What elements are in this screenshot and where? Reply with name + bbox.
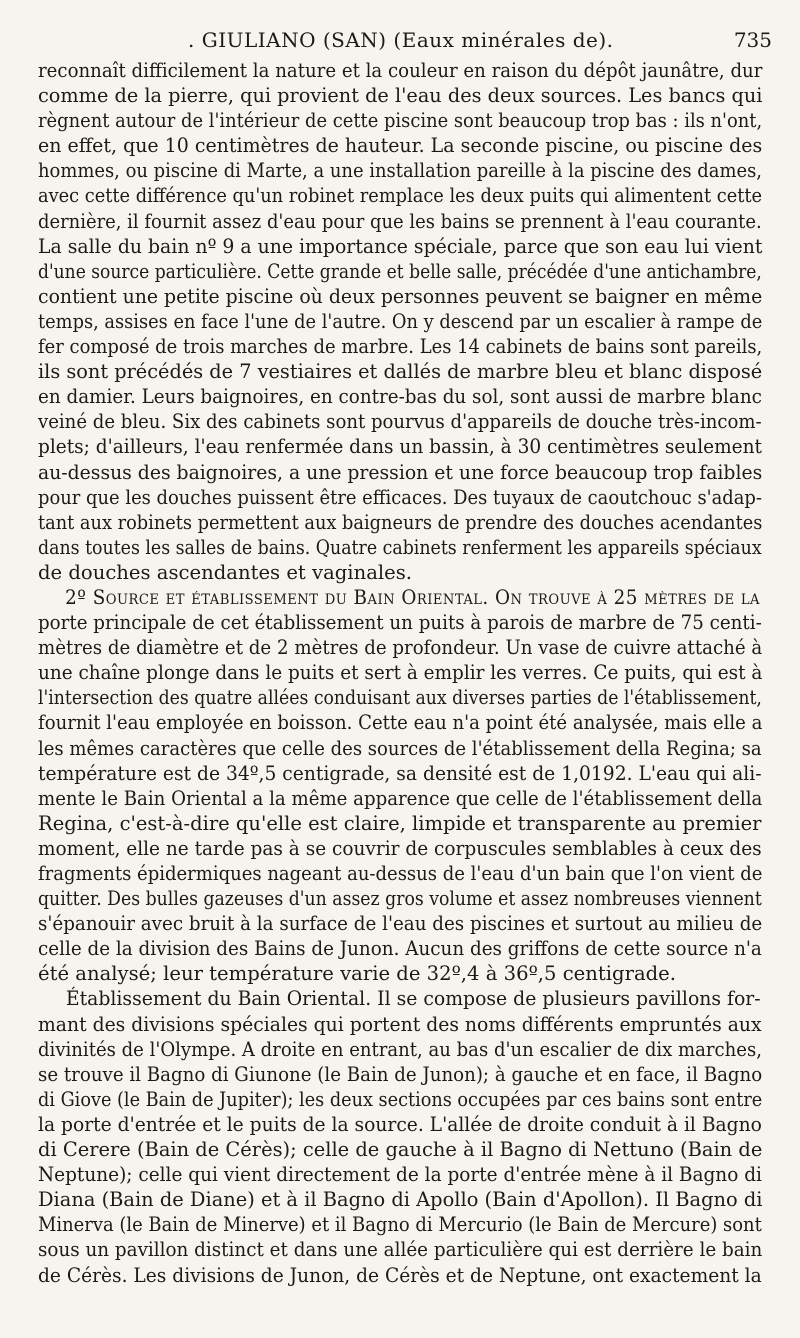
text-line: divinités de l'Olympe. A droite en entrant, au bas d'un escalier de dix marches,	[38, 1037, 762, 1061]
text-line: tant aux robinets permettent aux baigneurs de prendre des douches acendantes	[38, 510, 763, 534]
text-line: di Giove (le Bain de Jupiter); les deux sections occupées par ces bains sont entre	[38, 1087, 763, 1111]
subsection-heading-line: Établissement du Bain Oriental. Il se compose de plusieurs pavillons for-	[65, 987, 761, 1011]
text-line: contient une petite piscine où deux personnes peuvent se baigner en même	[38, 284, 763, 308]
text-line: fournit l'eau employée en boisson. Cette eau n'a point été analysée, mais elle a	[38, 711, 763, 735]
text-line: temps, assises en face l'une de l'autre. On y descend par un escalier à rampe de	[38, 309, 763, 333]
text-line: hommes, ou piscine di Marte, a une installation pareille à la piscine des dames,	[38, 159, 762, 183]
text-line: Regina, c'est-à-dire qu'elle est claire, limpide et transparente au premier	[38, 811, 762, 835]
text-line: moment, elle ne tarde pas à se couvrir de corpuscules semblables à ceux des	[38, 836, 762, 860]
text-line: règnent autour de l'intérieur de cette piscine sont beaucoup trop bas : ils n'ont,	[38, 109, 763, 133]
text-line: comme de la pierre, qui provient de l'eau des deux sources. Les bancs qui	[38, 84, 763, 108]
text-line: de douches ascendantes et vaginales.	[38, 560, 413, 584]
text-line: mente le Bain Oriental a la même apparence que celle de l'établissement della	[38, 786, 763, 810]
text-line: une chaîne plonge dans le puits et sert à emplir les verres. Ce puits, qui est à	[38, 661, 763, 685]
text-line: été analysé; leur température varie de 32º,4 à 36º,5 centigrade.	[38, 962, 676, 986]
text-line: les mêmes caractères que celle des sources de l'établissement della Regina; sa	[38, 736, 762, 760]
text-line: la porte d'entrée et le puits de la source. L'allée de droite conduit à il Bagno	[38, 1112, 762, 1136]
running-title: . GIULIANO (SAN) (Eaux minérales de).	[188, 28, 614, 52]
text-line: Neptune); celle qui vient directement de la porte d'entrée mène à il Bagno di	[38, 1163, 762, 1187]
text-line: pour que les douches puissent être efficaces. Des tuyaux de caoutchouc s'adap-	[38, 485, 762, 509]
text-line: dernière, il fournit assez d'eau pour que les bains se prennent à l'eau courante.	[38, 209, 762, 233]
text-line: l'intersection des quatre allées conduisant aux diverses parties de l'établissement,	[38, 686, 762, 710]
text-line: mant des divisions spéciales qui portent des noms différents empruntés aux	[38, 1012, 762, 1036]
text-line: en damier. Leurs baignoires, en contre-bas du sol, sont aussi de marbre blanc	[38, 385, 762, 409]
text-line: au-dessus des baignoires, a une pression et une force beaucoup trop faibles	[38, 460, 763, 484]
text-line: fragments épidermiques nageant au-dessus de l'eau d'un bain que l'on vient de	[38, 862, 763, 885]
text-line: d'une source particulière. Cette grande et belle salle, précédée d'une antichambre,	[38, 259, 762, 283]
body-text	[38, 58, 762, 1288]
page-number: 735	[733, 28, 772, 52]
text-line: ils sont précédés de 7 vestiaires et dallés de marbre bleu et blanc disposé	[38, 360, 763, 384]
text-line: Diana (Bain de Diane) et à il Bagno di Apollo (Bain d'Apollon). Il Bagno di	[38, 1188, 763, 1212]
text-line: en effet, que 10 centimètres de hauteur. La seconde piscine, ou piscine des	[38, 134, 763, 158]
running-header	[0, 22, 800, 56]
text-line: se trouve il Bagno di Giunone (le Bain de Junon); à gauche et en face, il Bagno	[38, 1062, 763, 1086]
text-line: avec cette différence qu'un robinet remplace les deux puits qui alimentent cette	[38, 184, 763, 208]
text-line: veiné de bleu. Six des cabinets sont pourvus d'appareils de douche très-incom-	[38, 410, 762, 434]
text-line: mètres de diamètre et de 2 mètres de profondeur. Un vase de cuivre attaché à	[38, 636, 763, 660]
text-line: sous un pavillon distinct et dans une allée particulière qui est derrière le bain	[38, 1238, 763, 1262]
section-heading-line: 2º Source et établissement du Bain Oriental. On trouve à 25 mètres de la	[65, 585, 760, 609]
text-line: dans toutes les salles de bains. Quatre cabinets renferment les appareils spéciaux	[38, 535, 762, 559]
text-line: reconnaît difficilement la nature et la couleur en raison du dépôt jaunâtre, dur	[38, 59, 763, 82]
text-line: porte principale de cet établissement un puits à parois de marbre de 75 centi-	[38, 611, 762, 635]
text-line: s'épanouir avec bruit à la surface de l'eau des piscines et surtout au milieu de	[38, 912, 763, 936]
text-line: di Cerere (Bain de Cérès); celle de gauche à il Bagno di Nettuno (Bain de	[38, 1138, 763, 1162]
text-line: La salle du bain nº 9 a une importance spéciale, parce que son eau lui vient	[38, 234, 763, 258]
text-line: fer composé de trois marches de marbre. Les 14 cabinets de bains sont pareils,	[38, 335, 763, 359]
text-line: quitter. Des bulles gazeuses d'un assez gros volume et assez nombreuses viennent	[38, 887, 762, 911]
text-line: Minerva (le Bain de Minerve) et il Bagno di Mercurio (le Bain de Mercure) sont	[38, 1213, 762, 1237]
text-line: de Cérès. Les divisions de Junon, de Cérès et de Neptune, ont exactement la	[38, 1263, 762, 1287]
text-line: température est de 34º,5 centigrade, sa densité est de 1,0192. L'eau qui ali-	[38, 761, 762, 785]
text-line: celle de la division des Bains de Junon. Aucun des griffons de cette source n'a	[38, 937, 762, 961]
text-line: plets; d'ailleurs, l'eau renfermée dans un bassin, à 30 centimètres seulement	[38, 435, 763, 459]
